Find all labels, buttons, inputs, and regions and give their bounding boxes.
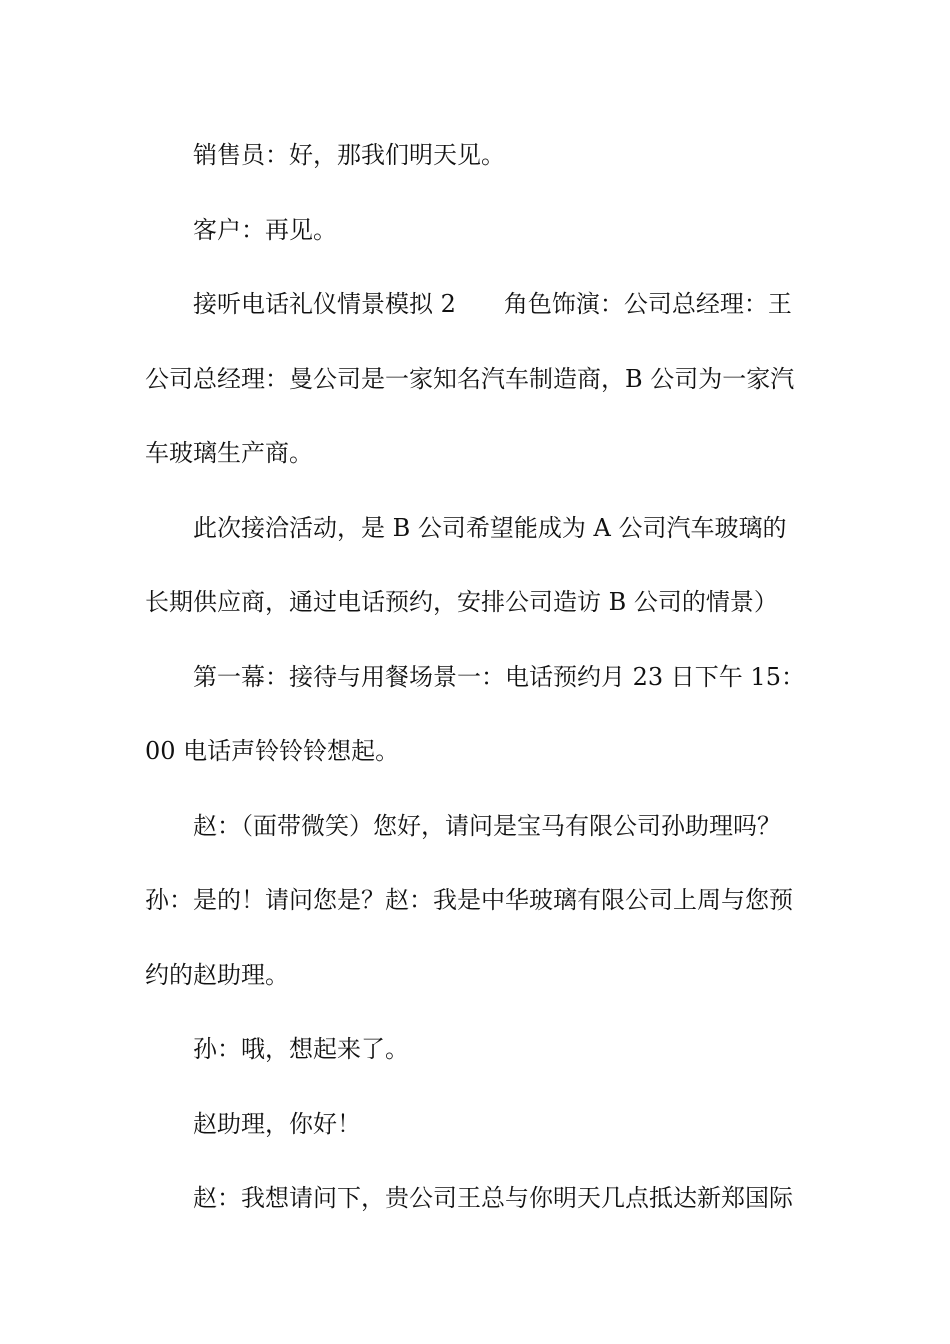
paragraph-8: 赵助理，你好！ [193,1109,361,1138]
paragraph-7: 孙：哦，想起来了。 [193,1035,409,1063]
paragraph-4: 此次接洽活动，是 B 公司希望能成为 A 公司汽车玻璃的长期供应商，通过电话预约，安排公司造访 B 公司的情景） [145,513,787,616]
paragraph-3: 接听电话礼仪情景模拟 2 角色饰演：公司总经理：王公司总经理：曼公司是一家知名汽车制造商，B 公司为一家汽车玻璃生产商。 [145,290,795,467]
document-page [145,118,805,1236]
paragraph-1: 销售员：好，那我们明天见。 [193,141,505,169]
paragraph-2: 客户：再见。 [193,215,337,244]
paragraph-9: 赵：我想请问下，贵公司王总与你明天几点抵达新郑国际 [193,1184,793,1212]
paragraph-6: 赵：（面带微笑）您好，请问是宝马有限公司孙助理吗？孙：是的！请问您是？赵：我是中华玻璃有限公司上周与您预约的赵助理。 [145,811,793,989]
paragraph-5: 第一幕：接待与用餐场景一：电话预约月 23 日下午 15：00 电话声铃铃铃想起。 [145,662,805,765]
